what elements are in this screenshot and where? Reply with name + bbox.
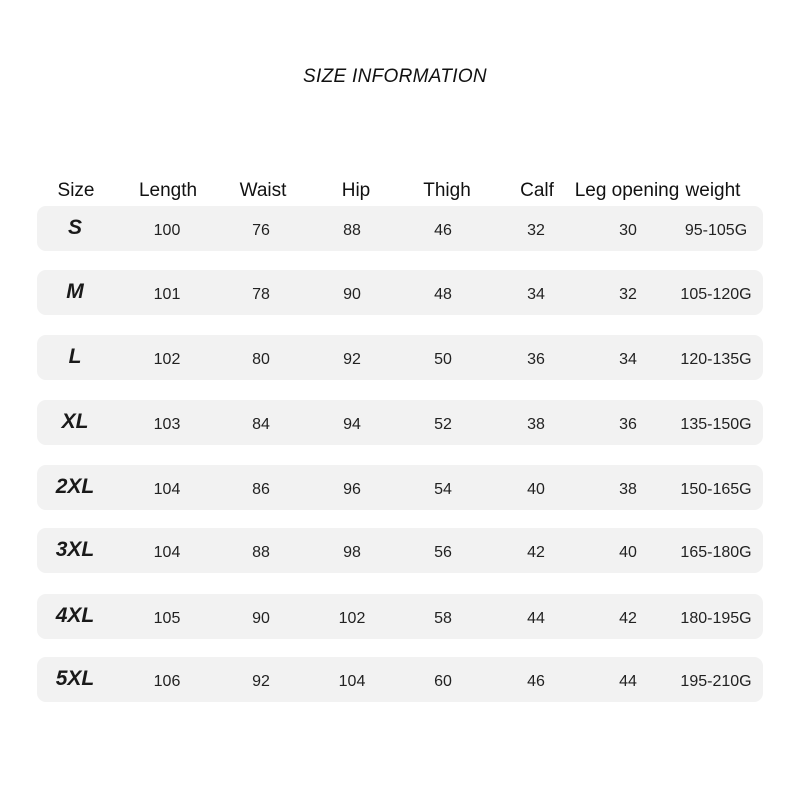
weight-value: 135-150G xyxy=(680,416,752,433)
hip-value: 104 xyxy=(338,673,366,690)
header-hip: Hip xyxy=(341,180,371,201)
weight-value: 105-120G xyxy=(680,286,752,303)
calf-value: 46 xyxy=(527,673,545,690)
size-label: XL xyxy=(61,410,89,433)
size-label: 4XL xyxy=(55,604,95,627)
waist-value: 92 xyxy=(252,673,270,690)
table-row xyxy=(37,270,763,315)
hip-value: 88 xyxy=(343,222,361,239)
calf-value: 36 xyxy=(527,351,545,368)
header-calf: Calf xyxy=(520,180,554,201)
table-row xyxy=(37,206,763,251)
calf-value: 42 xyxy=(527,544,545,561)
header-leg-opening: Leg opening xyxy=(574,180,680,201)
table-row xyxy=(37,528,763,573)
thigh-value: 46 xyxy=(434,222,452,239)
calf-value: 38 xyxy=(527,416,545,433)
waist-value: 80 xyxy=(252,351,270,368)
length-value: 105 xyxy=(153,610,181,627)
weight-value: 165-180G xyxy=(680,544,752,561)
header-thigh: Thigh xyxy=(423,180,471,201)
header-size: Size xyxy=(57,180,95,201)
size-label: L xyxy=(68,345,82,368)
calf-value: 34 xyxy=(527,286,545,303)
length-value: 100 xyxy=(153,222,181,239)
table-row xyxy=(37,465,763,510)
size-label: S xyxy=(67,216,83,239)
weight-value: 150-165G xyxy=(680,481,752,498)
header-length: Length xyxy=(138,180,198,201)
leg-opening-value: 30 xyxy=(619,222,637,239)
table-header xyxy=(0,180,800,206)
thigh-value: 50 xyxy=(434,351,452,368)
length-value: 101 xyxy=(153,286,181,303)
hip-value: 98 xyxy=(343,544,361,561)
page-title: SIZE INFORMATION xyxy=(303,66,487,87)
table-row xyxy=(37,657,763,702)
length-value: 104 xyxy=(153,544,181,561)
length-value: 104 xyxy=(153,481,181,498)
hip-value: 90 xyxy=(343,286,361,303)
waist-value: 88 xyxy=(252,544,270,561)
length-value: 106 xyxy=(153,673,181,690)
weight-value: 120-135G xyxy=(680,351,752,368)
thigh-value: 56 xyxy=(434,544,452,561)
size-label: 2XL xyxy=(55,475,95,498)
table-row xyxy=(37,335,763,380)
size-label: 5XL xyxy=(55,667,95,690)
leg-opening-value: 44 xyxy=(619,673,637,690)
leg-opening-value: 32 xyxy=(619,286,637,303)
hip-value: 96 xyxy=(343,481,361,498)
table-row xyxy=(37,400,763,445)
calf-value: 32 xyxy=(527,222,545,239)
calf-value: 40 xyxy=(527,481,545,498)
waist-value: 86 xyxy=(252,481,270,498)
leg-opening-value: 34 xyxy=(619,351,637,368)
weight-value: 180-195G xyxy=(680,610,752,627)
length-value: 103 xyxy=(153,416,181,433)
waist-value: 90 xyxy=(252,610,270,627)
thigh-value: 58 xyxy=(434,610,452,627)
thigh-value: 54 xyxy=(434,481,452,498)
header-weight: weight xyxy=(685,180,741,201)
size-label: M xyxy=(66,280,84,303)
hip-value: 102 xyxy=(338,610,366,627)
weight-value: 95-105G xyxy=(684,222,748,239)
leg-opening-value: 40 xyxy=(619,544,637,561)
leg-opening-value: 42 xyxy=(619,610,637,627)
waist-value: 84 xyxy=(252,416,270,433)
size-label: 3XL xyxy=(55,538,95,561)
table-row xyxy=(37,594,763,639)
calf-value: 44 xyxy=(527,610,545,627)
hip-value: 92 xyxy=(343,351,361,368)
leg-opening-value: 36 xyxy=(619,416,637,433)
hip-value: 94 xyxy=(343,416,361,433)
thigh-value: 52 xyxy=(434,416,452,433)
weight-value: 195-210G xyxy=(680,673,752,690)
length-value: 102 xyxy=(153,351,181,368)
thigh-value: 48 xyxy=(434,286,452,303)
waist-value: 76 xyxy=(252,222,270,239)
leg-opening-value: 38 xyxy=(619,481,637,498)
thigh-value: 60 xyxy=(434,673,452,690)
waist-value: 78 xyxy=(252,286,270,303)
header-waist: Waist xyxy=(239,180,287,201)
